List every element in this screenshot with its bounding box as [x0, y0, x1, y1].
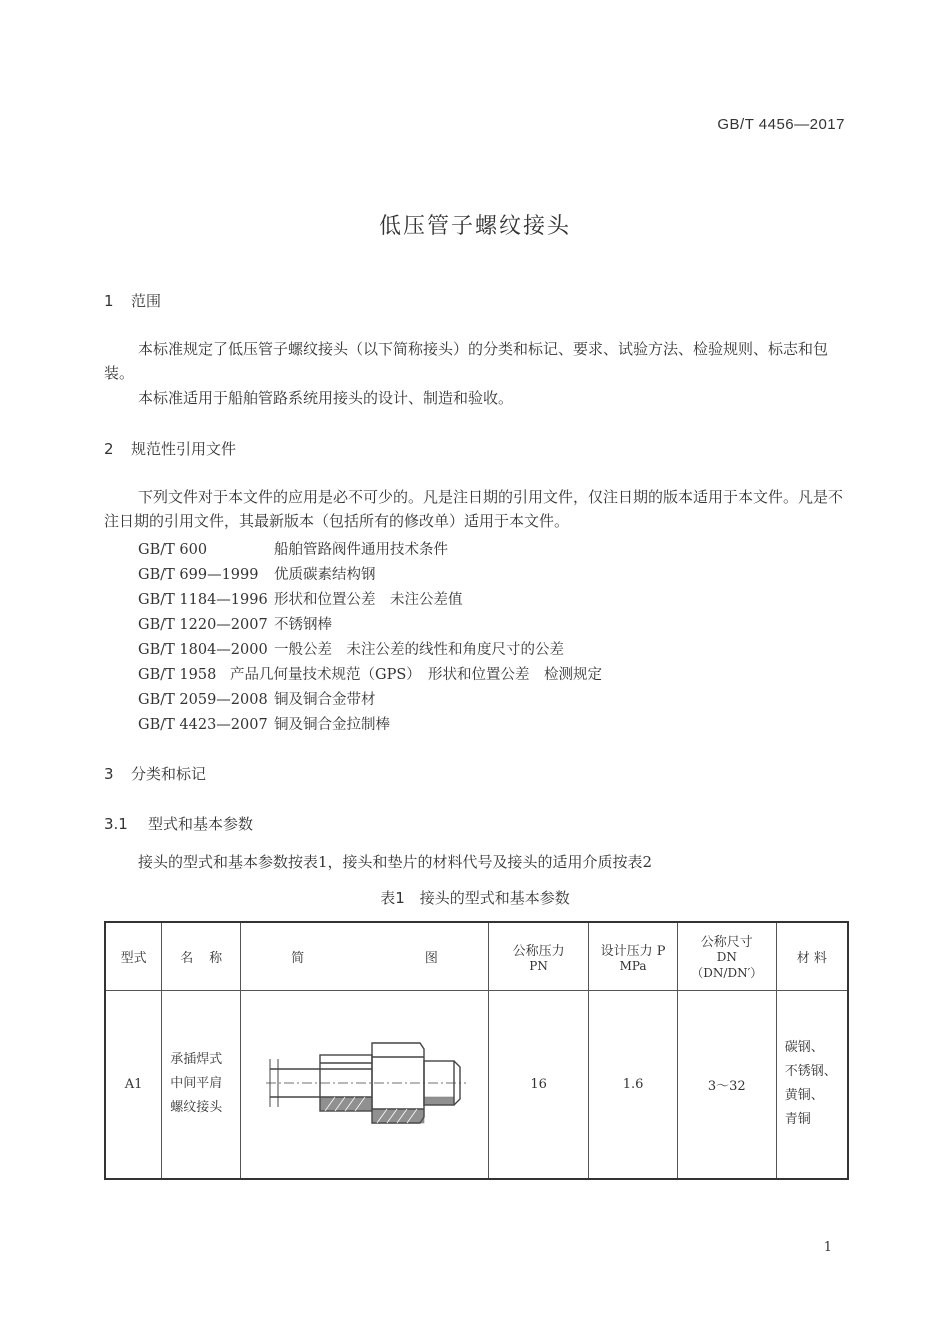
reference-code: GB/T 1220—2007 [138, 617, 268, 633]
cell-type: A1 [105, 990, 162, 1179]
section-title: 分类和标记 [131, 765, 207, 783]
reference-title: 不锈钢棒 [274, 617, 332, 633]
section-number: 3 [104, 765, 114, 783]
name-line: 螺纹接头 [170, 1100, 223, 1116]
table-caption: 表1 接头的型式和基本参数 [380, 889, 570, 907]
reference-title: 产品几何量技术规范（GPS） 形状和位置公差 检测规定 [230, 667, 603, 683]
cell-material [776, 990, 848, 1179]
header-line: （DN/DN′） [691, 966, 763, 981]
header-nominal-size [677, 922, 776, 990]
name-line: 中间平肩 [170, 1076, 223, 1092]
name-line: 承插焊式 [170, 1052, 223, 1068]
header-line: 公称压力 [512, 943, 565, 959]
section-1-paragraph-2: 本标准适用于船舶管路系统用接头的设计、制造和验收。 [138, 389, 514, 407]
reference-title: 优质碳素结构钢 [274, 567, 376, 583]
reference-code: GB/T 1184—1996 [138, 592, 268, 608]
section-number: 2 [104, 440, 114, 458]
standard-code: GB/T 4456—2017 [717, 116, 845, 133]
section-1-heading [104, 290, 161, 311]
cell-diagram [241, 990, 489, 1179]
header-nominal-pressure [488, 922, 588, 990]
reference-code: GB/T 600 [138, 542, 208, 558]
cell-name [162, 990, 241, 1179]
cell-nominal-pressure: 16 [488, 990, 588, 1179]
section-3-1-heading [104, 813, 253, 834]
header-name [162, 922, 241, 990]
reference-item [138, 638, 564, 659]
header-line: 公称尺寸 [700, 935, 753, 951]
material-line: 黄铜、 [784, 1088, 824, 1104]
table-row [105, 990, 848, 1179]
header-design-pressure [589, 922, 678, 990]
section-title: 范围 [131, 292, 162, 310]
document-title: 低压管子螺纹接头 [378, 214, 571, 239]
reference-title: 一般公差 未注公差的线性和角度尺寸的公差 [274, 642, 564, 658]
reference-item [138, 713, 390, 734]
reference-item [138, 538, 448, 559]
header-type: 型式 [105, 922, 162, 990]
table-header-row [105, 922, 848, 990]
material-line: 青铜 [784, 1112, 811, 1128]
header-diagram-char-1: 简 [291, 950, 305, 966]
header-line: PN [529, 958, 548, 973]
reference-code: GB/T 4423—2007 [138, 717, 268, 733]
section-number: 3.1 [104, 815, 128, 833]
section-3-1-paragraph: 接头的型式和基本参数按表1，接头和垫片的材料代号及接头的适用介质按表2 [138, 853, 653, 871]
header-name-char-2: 称 [209, 950, 223, 966]
header-line: DN [716, 950, 737, 965]
header-material: 材 料 [776, 922, 848, 990]
header-diagram [241, 922, 489, 990]
header-line: 设计压力 P [600, 943, 666, 959]
section-title: 型式和基本参数 [148, 815, 254, 833]
section-2-paragraph-1: 下列文件对于本文件的应用是必不可少的。凡是注日期的引用文件，仅注日期的版本适用于本文件。凡是不注日期的引用文件，其最新版本（包括所有的修改单）适用于本文件。 [104, 488, 844, 530]
cell-nominal-size: 3～32 [677, 990, 776, 1179]
reference-title: 铜及铜合金带材 [274, 692, 376, 708]
reference-item [138, 613, 332, 634]
reference-item [138, 663, 602, 684]
reference-item [138, 563, 376, 584]
reference-item [138, 688, 376, 709]
material-line: 碳钢、 [784, 1040, 824, 1056]
reference-title: 船舶管路阀件通用技术条件 [274, 542, 448, 558]
threaded-joint-diagram [260, 1027, 470, 1137]
section-1-paragraph-1: 本标准规定了低压管子螺纹接头（以下简称接头）的分类和标记、要求、试验方法、检验规则、标志和包装。 [104, 340, 829, 382]
reference-code: GB/T 699—1999 [138, 567, 259, 583]
reference-item [138, 588, 463, 609]
reference-code: GB/T 2059—2008 [138, 692, 268, 708]
header-line: MPa [619, 958, 647, 973]
section-number: 1 [104, 292, 114, 310]
reference-code: GB/T 1958 [138, 667, 217, 683]
section-3-heading [104, 763, 206, 784]
parameters-table [104, 921, 849, 1180]
section-2-heading [104, 438, 236, 459]
cell-design-pressure: 1.6 [589, 990, 678, 1179]
page-number: 1 [823, 1240, 832, 1255]
header-name-char-1: 名 [180, 950, 194, 966]
section-title: 规范性引用文件 [131, 440, 237, 458]
header-diagram-char-2: 图 [424, 950, 438, 966]
reference-title: 铜及铜合金拉制棒 [274, 717, 390, 733]
material-line: 不锈钢、 [784, 1064, 837, 1080]
reference-title: 形状和位置公差 未注公差值 [274, 592, 463, 608]
reference-code: GB/T 1804—2000 [138, 642, 268, 658]
